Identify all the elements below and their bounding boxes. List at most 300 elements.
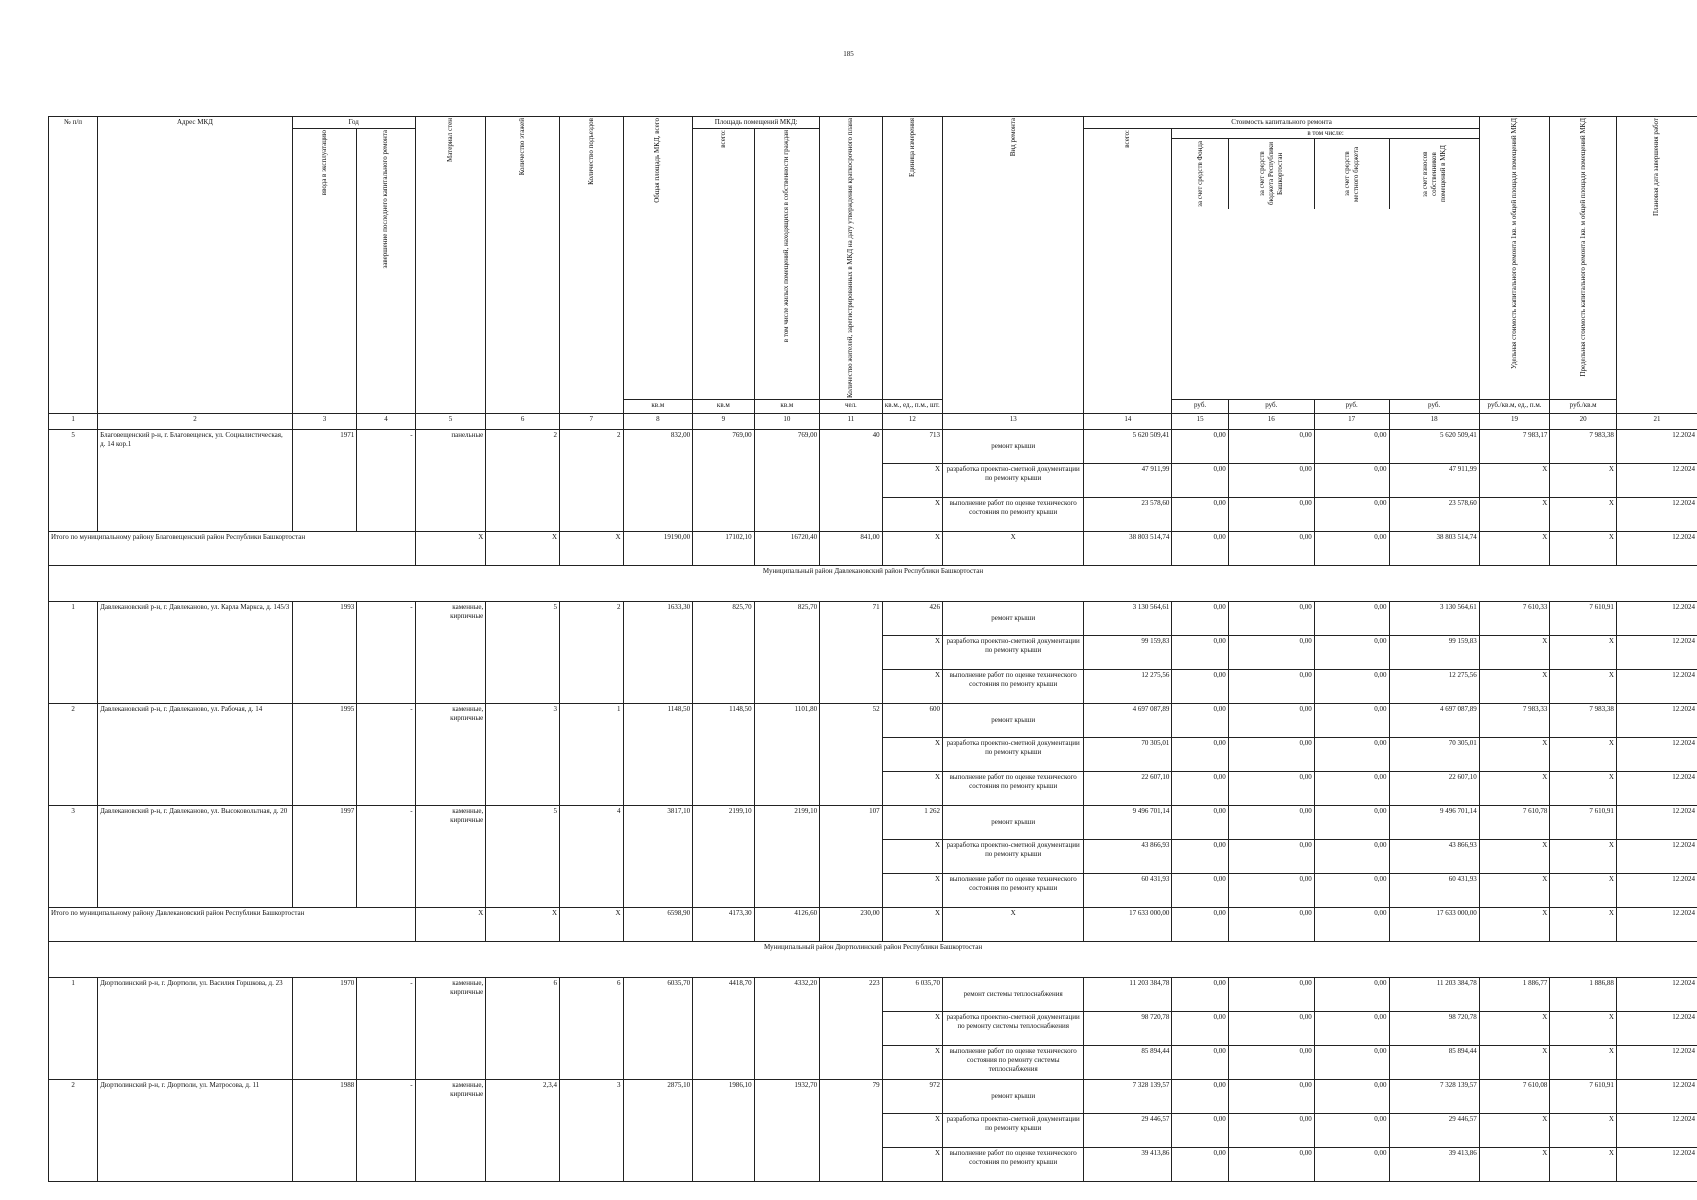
- cell-entrances: X: [560, 532, 623, 566]
- cell-total-area: 6035,70: [623, 978, 693, 1080]
- header-unit: Единица измерения: [882, 117, 942, 400]
- cell-fund: 0,00: [1172, 874, 1228, 908]
- cell-fund: 0,00: [1172, 532, 1228, 566]
- cell-fund: 0,00: [1172, 772, 1228, 806]
- cell-material: X: [415, 908, 486, 942]
- cell-work: разработка проектно-сметной документации по ремонту крыши: [943, 840, 1084, 874]
- header-cost-total: всего:: [1084, 129, 1172, 414]
- header-premises-total: всего:: [693, 129, 754, 400]
- cell-owners: 70 305,01: [1389, 738, 1479, 772]
- header-plan-date: Плановая дата завершения работ: [1616, 117, 1697, 414]
- cell-cost-total: 7 328 139,57: [1084, 1080, 1172, 1114]
- cell-fund: 0,00: [1172, 908, 1228, 942]
- page-number: 185: [843, 50, 854, 58]
- cell-address: Дюртюлинский р-н, г. Дюртюли, ул. Василия Горшкова, д. 23: [98, 978, 293, 1080]
- cell-owners: 39 413,86: [1389, 1148, 1479, 1182]
- cell-prem-res: 16720,40: [754, 532, 820, 566]
- header-cost-republic: за счет средств бюджета Республики Башкортостан: [1229, 139, 1315, 209]
- cell-max-cost: 1 886,88: [1550, 978, 1617, 1012]
- cell-max-cost: X: [1550, 1012, 1617, 1046]
- cell-unit-cost: X: [1479, 738, 1550, 772]
- cell-prem-res: 1932,70: [754, 1080, 820, 1182]
- cell-rep: 0,00: [1228, 464, 1314, 498]
- cell-date: 12.2024: [1616, 1080, 1697, 1114]
- cell-unit-cost: X: [1479, 874, 1550, 908]
- cell-unit-val: 600: [882, 704, 942, 738]
- building-row: [49, 806, 1697, 840]
- cell-date: 12.2024: [1616, 840, 1697, 874]
- header-unit-rub: руб.: [1228, 400, 1314, 414]
- cell-year: 1970: [292, 978, 357, 1080]
- cell-cost-total: 23 578,60: [1084, 498, 1172, 532]
- header-max-cost: Предельная стоимость капитального ремонта 1кв. м общей площади помещений МКД: [1550, 117, 1617, 400]
- header-wall-material: Материал стен: [415, 117, 486, 414]
- column-number: 10: [754, 414, 820, 430]
- section-title: Муниципальный район Дюртюлинский район Республики Башкортостан: [49, 942, 1697, 978]
- cell-entrances: 1: [560, 704, 623, 806]
- column-number: 2: [98, 414, 293, 430]
- cell-rep: 0,00: [1228, 840, 1314, 874]
- cell-owners: 3 130 564,61: [1389, 602, 1479, 636]
- header-year-commission: ввода в эксплуатацию: [292, 129, 357, 414]
- cell-work: X: [943, 532, 1084, 566]
- column-number: 8: [623, 414, 693, 430]
- cell-total-area: 6598,90: [623, 908, 693, 942]
- cell-local: 0,00: [1314, 840, 1389, 874]
- cell-date: 12.2024: [1616, 806, 1697, 840]
- cell-owners: 98 720,78: [1389, 1012, 1479, 1046]
- header-unit-rub-sqm: руб./кв.м: [1550, 400, 1617, 414]
- cell-cost-total: 70 305,01: [1084, 738, 1172, 772]
- cell-local: 0,00: [1314, 430, 1389, 464]
- cell-entrances: 3: [560, 1080, 623, 1182]
- column-number: 18: [1389, 414, 1479, 430]
- table-header: [49, 117, 1697, 430]
- cell-num: 5: [49, 430, 98, 532]
- building-row: [49, 978, 1697, 1012]
- cell-unit-val: X: [882, 908, 942, 942]
- cell-num: 1: [49, 602, 98, 704]
- section-header-row: [49, 942, 1697, 978]
- cell-address: Дюртюлинский р-н, г. Дюртюли, ул. Матросова, д. 11: [98, 1080, 293, 1182]
- cell-work: ремонт крыши: [943, 1080, 1084, 1114]
- cell-fund: 0,00: [1172, 1012, 1228, 1046]
- cell-unit-cost: 7 983,33: [1479, 704, 1550, 738]
- cell-max-cost: X: [1550, 1114, 1617, 1148]
- cell-total-area: 3817,10: [623, 806, 693, 908]
- column-number: 12: [882, 414, 942, 430]
- cell-fund: 0,00: [1172, 430, 1228, 464]
- cell-work: X: [943, 908, 1084, 942]
- header-unit-measure: кв.м., ед., п.м., шт.: [882, 400, 942, 414]
- column-number: 13: [943, 414, 1084, 430]
- header-unit-area: кв.м: [754, 400, 820, 414]
- cell-local: 0,00: [1314, 1080, 1389, 1114]
- cell-local: 0,00: [1314, 1148, 1389, 1182]
- cell-rep: 0,00: [1228, 430, 1314, 464]
- cell-max-cost: X: [1550, 772, 1617, 806]
- district-total-row: [49, 532, 1697, 566]
- cell-unit-val: X: [882, 1012, 942, 1046]
- cell-unit-val: X: [882, 464, 942, 498]
- cell-max-cost: X: [1550, 840, 1617, 874]
- cell-prem-res: 769,00: [754, 430, 820, 532]
- cell-rep: 0,00: [1228, 874, 1314, 908]
- cell-owners: 47 911,99: [1389, 464, 1479, 498]
- cell-date: 12.2024: [1616, 704, 1697, 738]
- header-work-type: Вид ремонта: [943, 117, 1084, 414]
- cell-unit-val: X: [882, 1046, 942, 1080]
- cell-unit-cost: X: [1479, 498, 1550, 532]
- header-premises-group: Площадь помещений МКД:: [693, 117, 820, 129]
- header-year-last-repair: завершение последнего капитального ремонта: [357, 129, 415, 414]
- cell-local: 0,00: [1314, 498, 1389, 532]
- cell-material: каменные, кирпичные: [415, 1080, 486, 1182]
- header-including-group: [1172, 129, 1479, 400]
- cell-max-cost: 7 983,38: [1550, 430, 1617, 464]
- cell-rep: 0,00: [1228, 704, 1314, 738]
- cell-total-area: 1633,30: [623, 602, 693, 704]
- cell-max-cost: X: [1550, 1046, 1617, 1080]
- cell-unit-val: X: [882, 874, 942, 908]
- cell-unit-val: X: [882, 772, 942, 806]
- cell-max-cost: X: [1550, 464, 1617, 498]
- cell-fund: 0,00: [1172, 704, 1228, 738]
- cell-local: 0,00: [1314, 670, 1389, 704]
- cell-unit-val: X: [882, 738, 942, 772]
- cell-prem-total: 825,70: [693, 602, 754, 704]
- cell-local: 0,00: [1314, 532, 1389, 566]
- cell-prem-total: 2199,10: [693, 806, 754, 908]
- cell-work: разработка проектно-сметной документации по ремонту системы теплоснабжения: [943, 1012, 1084, 1046]
- cell-unit-val: 6 035,70: [882, 978, 942, 1012]
- cell-unit-cost: 7 610,08: [1479, 1080, 1550, 1114]
- cell-fund: 0,00: [1172, 840, 1228, 874]
- cell-unit-cost: X: [1479, 772, 1550, 806]
- cell-last-repair: -: [357, 806, 415, 908]
- cell-owners: 11 203 384,78: [1389, 978, 1479, 1012]
- cell-unit-cost: X: [1479, 532, 1550, 566]
- cell-local: 0,00: [1314, 704, 1389, 738]
- cell-last-repair: -: [357, 1080, 415, 1182]
- cell-floors: 3: [486, 704, 560, 806]
- cell-floors: 2: [486, 430, 560, 532]
- cell-rep: 0,00: [1228, 670, 1314, 704]
- header-unit-area: кв.м: [693, 400, 754, 414]
- cell-last-repair: -: [357, 704, 415, 806]
- cell-cost-total: 12 275,56: [1084, 670, 1172, 704]
- cell-total-area: 2875,10: [623, 1080, 693, 1182]
- cell-owners: 12 275,56: [1389, 670, 1479, 704]
- cell-rep: 0,00: [1228, 532, 1314, 566]
- cell-date: 12.2024: [1616, 670, 1697, 704]
- cell-work: выполнение работ по оценке технического состояния по ремонту крыши: [943, 670, 1084, 704]
- cell-prem-total: 769,00: [693, 430, 754, 532]
- cell-cost-total: 43 866,93: [1084, 840, 1172, 874]
- cell-material: панельные: [415, 430, 486, 532]
- repair-plan-table: [48, 116, 1697, 1182]
- cell-rep: 0,00: [1228, 978, 1314, 1012]
- cell-residents: 71: [820, 602, 882, 704]
- header-unit-rub: руб.: [1314, 400, 1389, 414]
- cell-floors: 5: [486, 602, 560, 704]
- cell-fund: 0,00: [1172, 1046, 1228, 1080]
- header-address: Адрес МКД: [98, 117, 293, 414]
- cell-owners: 29 446,57: [1389, 1114, 1479, 1148]
- cell-work: разработка проектно-сметной документации по ремонту крыши: [943, 738, 1084, 772]
- cell-cost-total: 9 496 701,14: [1084, 806, 1172, 840]
- header-unit-rub: руб.: [1172, 400, 1228, 414]
- cell-floors: X: [486, 532, 560, 566]
- cell-date: 12.2024: [1616, 532, 1697, 566]
- cell-unit-val: X: [882, 636, 942, 670]
- cell-unit-cost: 7 983,17: [1479, 430, 1550, 464]
- cell-date: 12.2024: [1616, 1012, 1697, 1046]
- cell-owners: 4 697 087,89: [1389, 704, 1479, 738]
- cell-year: 1971: [292, 430, 357, 532]
- cell-date: 12.2024: [1616, 1046, 1697, 1080]
- cell-local: 0,00: [1314, 978, 1389, 1012]
- cell-fund: 0,00: [1172, 464, 1228, 498]
- cell-rep: 0,00: [1228, 806, 1314, 840]
- cell-cost-total: 3 130 564,61: [1084, 602, 1172, 636]
- cell-owners: 22 607,10: [1389, 772, 1479, 806]
- cell-date: 12.2024: [1616, 430, 1697, 464]
- cell-cost-total: 5 620 509,41: [1084, 430, 1172, 464]
- column-number: 11: [820, 414, 882, 430]
- total-label: Итого по муниципальному району Давлекановский район Республики Башкортостан: [49, 908, 416, 942]
- cell-work: ремонт системы теплоснабжения: [943, 978, 1084, 1012]
- header-total-area: Общая площадь МКД, всего: [623, 117, 693, 400]
- column-number: 3: [292, 414, 357, 430]
- column-number: 21: [1616, 414, 1697, 430]
- column-number: 6: [486, 414, 560, 430]
- cell-fund: 0,00: [1172, 1148, 1228, 1182]
- cell-unit-val: X: [882, 498, 942, 532]
- header-premises-residential: в том числе жилых помещений, находящихся в собственности граждан: [754, 129, 820, 400]
- total-label: Итого по муниципальному району Благовещенский район Республики Башкортостан: [49, 532, 416, 566]
- column-number: 7: [560, 414, 623, 430]
- cell-rep: 0,00: [1228, 1114, 1314, 1148]
- cell-max-cost: 7 610,91: [1550, 602, 1617, 636]
- cell-unit-val: 426: [882, 602, 942, 636]
- cell-entrances: 2: [560, 602, 623, 704]
- cell-last-repair: -: [357, 430, 415, 532]
- cell-cost-total: 11 203 384,78: [1084, 978, 1172, 1012]
- cell-rep: 0,00: [1228, 498, 1314, 532]
- cell-date: 12.2024: [1616, 464, 1697, 498]
- header-cost-fund: за счет средств Фонда: [1172, 139, 1229, 209]
- header-unit-rub-unit: руб./кв.м, ед., п.м.: [1479, 400, 1550, 414]
- cell-material: каменные, кирпичные: [415, 806, 486, 908]
- cell-total-area: 19190,00: [623, 532, 693, 566]
- table-body: [49, 430, 1697, 1182]
- cell-unit-cost: X: [1479, 1046, 1550, 1080]
- cell-entrances: 4: [560, 806, 623, 908]
- cell-residents: 40: [820, 430, 882, 532]
- cell-max-cost: X: [1550, 532, 1617, 566]
- cell-date: 12.2024: [1616, 1148, 1697, 1182]
- cell-max-cost: 7 610,91: [1550, 806, 1617, 840]
- cell-max-cost: X: [1550, 874, 1617, 908]
- cell-cost-total: 99 159,83: [1084, 636, 1172, 670]
- header-residents: Количество жителей, зарегистрированных в МКД на дату утверждения краткосрочного плана: [820, 117, 882, 400]
- cell-material: каменные, кирпичные: [415, 602, 486, 704]
- building-row: [49, 430, 1697, 464]
- header-including: в том числе:: [1172, 129, 1478, 139]
- cell-last-repair: -: [357, 978, 415, 1080]
- cell-work: ремонт крыши: [943, 430, 1084, 464]
- cell-cost-total: 38 803 514,74: [1084, 532, 1172, 566]
- cell-owners: 9 496 701,14: [1389, 806, 1479, 840]
- cell-unit-cost: X: [1479, 670, 1550, 704]
- cell-prem-res: 4126,60: [754, 908, 820, 942]
- cell-work: выполнение работ по оценке технического состояния по ремонту крыши: [943, 772, 1084, 806]
- cell-date: 12.2024: [1616, 772, 1697, 806]
- cell-cost-total: 29 446,57: [1084, 1114, 1172, 1148]
- header-cost-owners: за счет взносов собственников помещений в МКД: [1420, 145, 1447, 203]
- header-unit-rub: руб.: [1389, 400, 1479, 414]
- cell-work: ремонт крыши: [943, 704, 1084, 738]
- cell-year: 1988: [292, 1080, 357, 1182]
- cell-cost-total: 17 633 000,00: [1084, 908, 1172, 942]
- cell-work: выполнение работ по оценке технического состояния по ремонту крыши: [943, 1148, 1084, 1182]
- cell-rep: 0,00: [1228, 602, 1314, 636]
- cell-num: 1: [49, 978, 98, 1080]
- cell-fund: 0,00: [1172, 978, 1228, 1012]
- cell-max-cost: X: [1550, 670, 1617, 704]
- cell-unit-cost: X: [1479, 1012, 1550, 1046]
- cell-prem-res: 1101,80: [754, 704, 820, 806]
- cell-unit-cost: X: [1479, 1148, 1550, 1182]
- cell-fund: 0,00: [1172, 738, 1228, 772]
- cell-local: 0,00: [1314, 464, 1389, 498]
- cell-unit-val: X: [882, 1114, 942, 1148]
- cell-owners: 99 159,83: [1389, 636, 1479, 670]
- column-numbers-row: [49, 414, 1697, 430]
- cell-last-repair: -: [357, 602, 415, 704]
- cell-material: X: [415, 532, 486, 566]
- cell-residents: 841,00: [820, 532, 882, 566]
- cell-prem-total: 4418,70: [693, 978, 754, 1080]
- cell-unit-val: 1 262: [882, 806, 942, 840]
- cell-floors: 2,3,4: [486, 1080, 560, 1182]
- column-number: 9: [693, 414, 754, 430]
- cell-owners: 17 633 000,00: [1389, 908, 1479, 942]
- cell-date: 12.2024: [1616, 908, 1697, 942]
- column-number: 16: [1228, 414, 1314, 430]
- building-row: [49, 1080, 1697, 1114]
- cell-num: 3: [49, 806, 98, 908]
- cell-prem-res: 2199,10: [754, 806, 820, 908]
- cell-address: Давлекановский р-н, г. Давлеканово, ул. Карла Маркса, д. 145/3: [98, 602, 293, 704]
- cell-max-cost: X: [1550, 738, 1617, 772]
- cell-rep: 0,00: [1228, 772, 1314, 806]
- cell-max-cost: 7 610,91: [1550, 1080, 1617, 1114]
- cell-owners: 85 894,44: [1389, 1046, 1479, 1080]
- cell-year: 1995: [292, 704, 357, 806]
- cell-max-cost: X: [1550, 498, 1617, 532]
- cell-local: 0,00: [1314, 874, 1389, 908]
- cell-owners: 43 866,93: [1389, 840, 1479, 874]
- cell-entrances: X: [560, 908, 623, 942]
- header-cost-local: за счет средств местного бюджета: [1315, 139, 1390, 209]
- building-row: [49, 602, 1697, 636]
- cell-prem-res: 825,70: [754, 602, 820, 704]
- cell-max-cost: X: [1550, 908, 1617, 942]
- cell-rep: 0,00: [1228, 636, 1314, 670]
- cell-local: 0,00: [1314, 1046, 1389, 1080]
- cell-local: 0,00: [1314, 602, 1389, 636]
- cell-cost-total: 60 431,93: [1084, 874, 1172, 908]
- cell-date: 12.2024: [1616, 1114, 1697, 1148]
- cell-num: 2: [49, 1080, 98, 1182]
- cell-year: 1993: [292, 602, 357, 704]
- cell-work: разработка проектно-сметной документации по ремонту крыши: [943, 464, 1084, 498]
- cell-floors: 6: [486, 978, 560, 1080]
- cell-work: выполнение работ по оценке технического состояния по ремонту крыши: [943, 874, 1084, 908]
- cell-owners: 60 431,93: [1389, 874, 1479, 908]
- cell-entrances: 6: [560, 978, 623, 1080]
- cell-max-cost: X: [1550, 636, 1617, 670]
- cell-owners: 38 803 514,74: [1389, 532, 1479, 566]
- cell-prem-total: 4173,30: [693, 908, 754, 942]
- cell-unit-cost: X: [1479, 1114, 1550, 1148]
- cell-address: Давлекановский р-н, г. Давлеканово, ул. Рабочая, д. 14: [98, 704, 293, 806]
- cell-max-cost: 7 983,38: [1550, 704, 1617, 738]
- cell-owners: 5 620 509,41: [1389, 430, 1479, 464]
- column-number: 1: [49, 414, 98, 430]
- cell-work: выполнение работ по оценке технического состояния по ремонту системы теплоснабжения: [943, 1046, 1084, 1080]
- column-number: 19: [1479, 414, 1550, 430]
- cell-unit-val: X: [882, 1148, 942, 1182]
- cell-local: 0,00: [1314, 1012, 1389, 1046]
- building-row: [49, 704, 1697, 738]
- cell-fund: 0,00: [1172, 670, 1228, 704]
- cell-rep: 0,00: [1228, 1148, 1314, 1182]
- cell-residents: 230,00: [820, 908, 882, 942]
- cell-cost-total: 39 413,86: [1084, 1148, 1172, 1182]
- cell-date: 12.2024: [1616, 738, 1697, 772]
- header-year-group: Год: [292, 117, 415, 129]
- cell-local: 0,00: [1314, 636, 1389, 670]
- cell-unit-cost: 7 610,33: [1479, 602, 1550, 636]
- cell-prem-total: 1148,50: [693, 704, 754, 806]
- cell-max-cost: X: [1550, 1148, 1617, 1182]
- cell-rep: 0,00: [1228, 738, 1314, 772]
- header-unit-cost: Удельная стоимость капитального ремонта 1кв. м общей площади помещений МКД: [1479, 117, 1550, 400]
- section-title: Муниципальный район Давлекановский район Республики Башкортостан: [49, 566, 1697, 602]
- cell-unit-cost: 1 886,77: [1479, 978, 1550, 1012]
- cell-floors: X: [486, 908, 560, 942]
- header-cost-group: Стоимость капитального ремонта: [1084, 117, 1479, 129]
- column-number: 15: [1172, 414, 1228, 430]
- cell-address: Благовещенский р-н, г. Благовещенск, ул. Социалистическая, д. 14 кор.1: [98, 430, 293, 532]
- cell-date: 12.2024: [1616, 602, 1697, 636]
- cell-prem-res: 4332,20: [754, 978, 820, 1080]
- cell-material: каменные, кирпичные: [415, 704, 486, 806]
- column-number: 20: [1550, 414, 1617, 430]
- cell-total-area: 832,00: [623, 430, 693, 532]
- cell-work: выполнение работ по оценке технического состояния по ремонту крыши: [943, 498, 1084, 532]
- cell-cost-total: 4 697 087,89: [1084, 704, 1172, 738]
- cell-owners: 23 578,60: [1389, 498, 1479, 532]
- section-header-row: [49, 566, 1697, 602]
- cell-work: ремонт крыши: [943, 806, 1084, 840]
- cell-num: 2: [49, 704, 98, 806]
- cell-unit-cost: 7 610,78: [1479, 806, 1550, 840]
- cell-date: 12.2024: [1616, 874, 1697, 908]
